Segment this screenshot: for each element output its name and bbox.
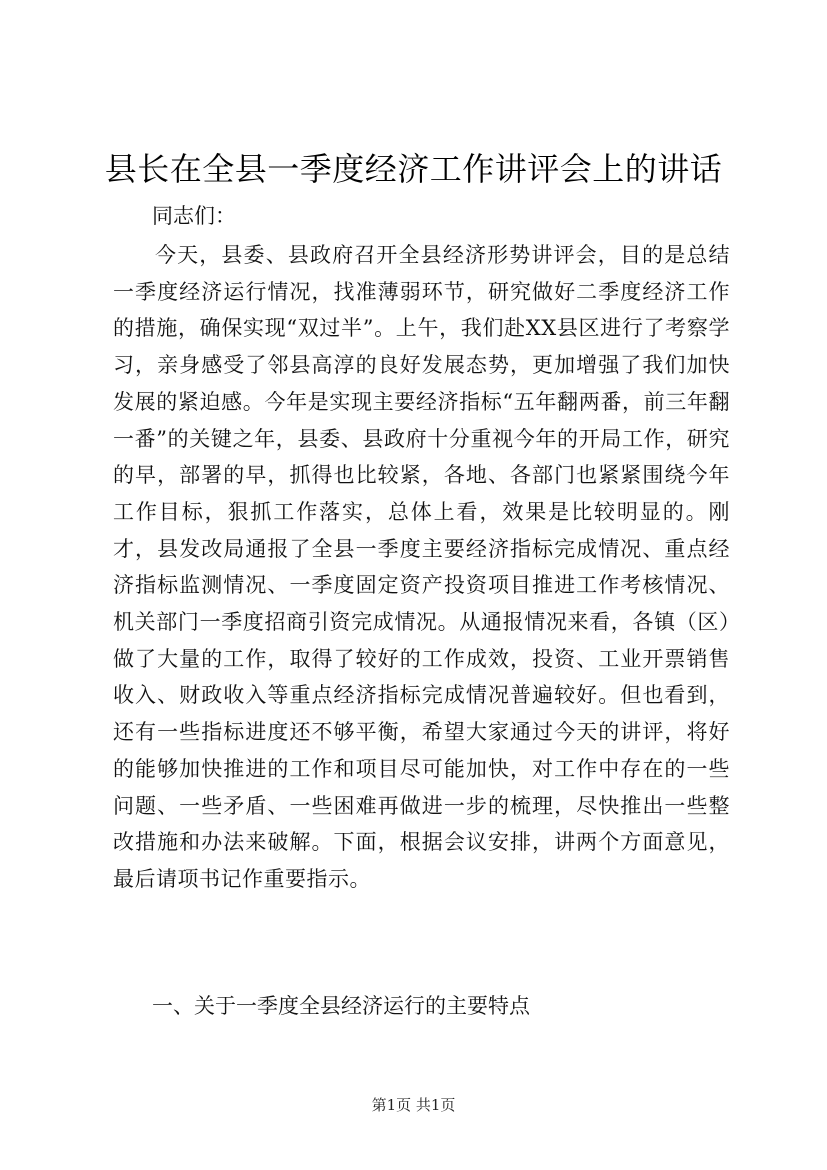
- page-footer: 第1页 共1页: [371, 1096, 456, 1114]
- section-heading: 一、关于一季度全县经济运行的主要特点: [152, 994, 530, 1018]
- document-title: 县长在全县一季度经济工作讲评会上的讲话: [104, 150, 723, 188]
- body-paragraph: 今天，县委、县政府召开全县经济形势讲评会，目的是总结一季度经济运行情况，找准薄弱环节，研究做好二季度经济工作的措施，确保实现“双过半”。上午，我们赴XX县区进行了考察学习，亲身感受了邻县高淳的良好发展态势，更加增强了我们加快发展的紧迫感。今年是实现主要经济指标“五年翻两番，前三年翻一番”的关键之年，县委、县政府十分重视今年的开局工作，研究的早，部署的早，抓得也比较紧，各地、各部门也紧紧围绕今年工作目标，狠抓工作落实，总体上看，效果是比较明显的。刚才，县发改局通报了全县一季度主要经济指标完成情况、重点经济指标监测情况、一季度固定资产投资项目推进工作考核情况、机关部门一季度招商引资完成情况。从通报情况来看，各镇（区）做了大量的工作，取得了较好的工作成效，投资、工业开票销售收入、财政收入等重点经济指标完成情况普遍较好。但也看到，还有一些指标进度还不够平衡，希望大家通过今天的讲评，将好的能够加快推进的工作和项目尽可能加快，对工作中存在的一些问题、一些矛盾、一些困难再做进一步的梳理，尽快推出一些整改措施和办法来破解。下面，根据会议安排，讲两个方面意见，最后请项书记作重要指示。: [113, 243, 730, 891]
- salutation: 同志们：: [152, 204, 236, 228]
